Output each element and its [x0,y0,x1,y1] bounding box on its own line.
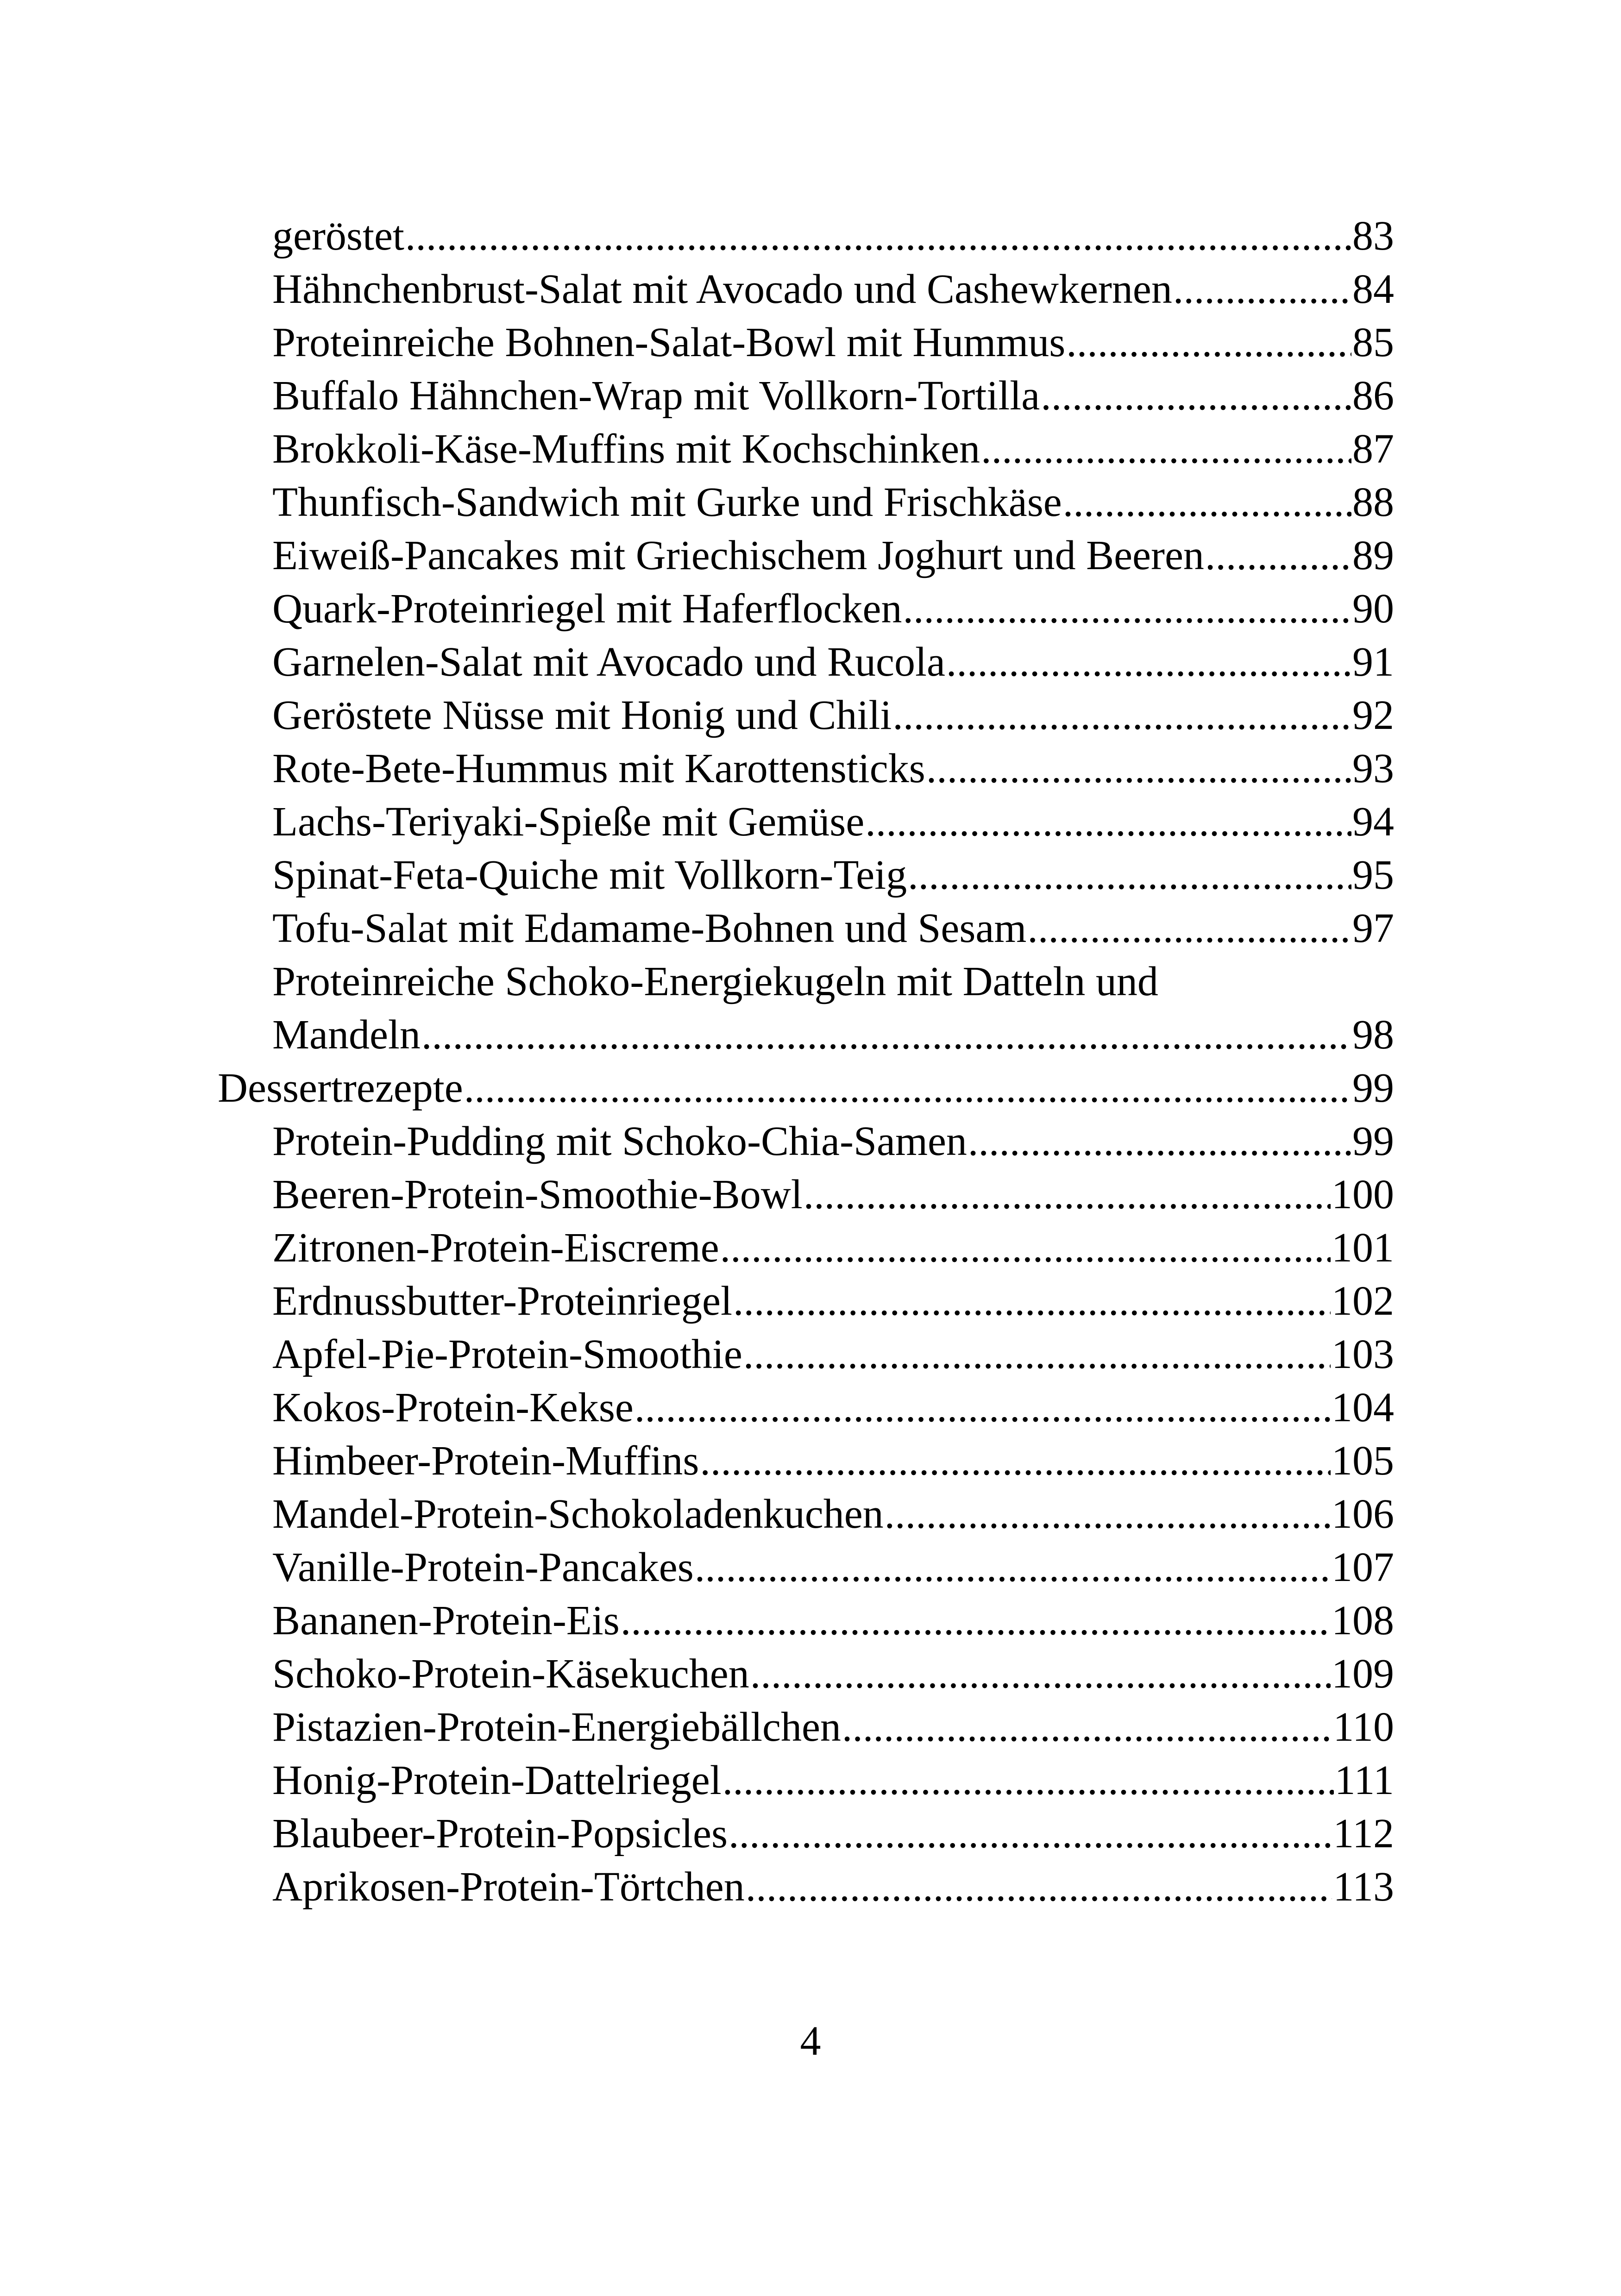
toc-entry-title: geröstet [272,213,404,259]
dot-leader [804,1168,1331,1221]
toc-entry [218,369,1394,422]
toc-entry-page: 97 [1352,905,1394,951]
dot-leader [1027,902,1351,955]
dot-leader [750,1647,1331,1700]
toc-entry-page: 99 [1352,1065,1394,1111]
toc-entry [218,1328,1394,1381]
toc-entry-title: Hähnchenbrust-Salat mit Avocado und Cashewkernen [272,266,1172,312]
toc-entry-title: Beeren-Protein-Smoothie-Bowl [272,1172,803,1217]
table-of-contents [218,209,1394,1913]
toc-entry-page: 107 [1332,1544,1394,1590]
toc-entry-title: Proteinreiche Bohnen-Salat-Bowl mit Hummus [272,320,1066,365]
toc-entry-page: 103 [1332,1331,1394,1377]
toc-entry-page: 93 [1352,746,1394,791]
dot-leader [733,1274,1331,1328]
toc-entry [218,1807,1394,1860]
toc-entry-page: 83 [1352,213,1394,259]
toc-entry [218,848,1394,902]
dot-leader [1041,369,1351,422]
toc-entry-title: Lachs-Teriyaki-Spieße mit Gemüse [272,799,865,845]
toc-entry-title: Bananen-Protein-Eis [272,1598,620,1644]
toc-entry-page: 85 [1352,320,1394,365]
toc-entry-title: Mandeln [272,1012,421,1058]
toc-entry-title: Zitronen-Protein-Eiscreme [272,1225,719,1271]
dot-leader [1063,476,1351,529]
toc-entry [218,1700,1394,1754]
toc-entry-page: 104 [1332,1385,1394,1430]
toc-entry-title: Honig-Protein-Dattelriegel [272,1757,722,1803]
toc-entry-page: 94 [1352,799,1394,845]
dot-leader [926,742,1351,795]
toc-entry [218,1434,1394,1487]
toc-entry-title: Pistazien-Protein-Energiebällchen [272,1704,841,1750]
toc-entry-page: 98 [1352,1012,1394,1058]
toc-entry-title: Tofu-Salat mit Edamame-Bohnen und Sesam [272,905,1027,951]
toc-entry-page: 105 [1332,1438,1394,1484]
toc-entry-page: 100 [1332,1172,1394,1217]
dot-leader [946,635,1351,689]
toc-entry-title: Schoko-Protein-Käsekuchen [272,1651,749,1697]
toc-entry-title: Kokos-Protein-Kekse [272,1385,634,1430]
dot-leader [405,209,1351,263]
dot-leader [903,582,1351,635]
toc-section-heading [218,1061,1394,1115]
toc-entry-title: Rote-Bete-Hummus mit Karottensticks [272,746,925,791]
toc-entry [218,529,1394,582]
toc-entry [218,1647,1394,1700]
dot-leader [720,1221,1331,1274]
toc-entry-page: 99 [1352,1118,1394,1164]
toc-entry-page: 101 [1332,1225,1394,1271]
toc-entry [218,689,1394,742]
toc-entry-page: 87 [1352,426,1394,472]
toc-entry [218,1754,1394,1807]
toc-entry-page: 95 [1352,852,1394,898]
toc-entry [218,209,1394,263]
toc-entry [218,1115,1394,1168]
dot-leader [1173,263,1351,316]
toc-entry-title-line: Proteinreiche Schoko-Energiekugeln mit Datteln und [272,959,1158,1004]
toc-entry [218,263,1394,316]
toc-entry-page: 86 [1352,373,1394,419]
toc-entry [218,742,1394,795]
toc-entry-page: 88 [1352,479,1394,525]
dot-leader [743,1328,1331,1381]
toc-entry-title: Geröstete Nüsse mit Honig und Chili [272,692,892,738]
toc-entry [218,1381,1394,1434]
dot-leader [695,1541,1331,1594]
toc-entry [218,902,1394,955]
toc-entry-title: Protein-Pudding mit Schoko-Chia-Samen [272,1118,967,1164]
toc-entry [218,1541,1394,1594]
toc-entry-title: Eiweiß-Pancakes mit Griechischem Joghurt und Beeren [272,533,1204,578]
toc-entry-title: Mandel-Protein-Schokoladenkuchen [272,1491,884,1537]
toc-entry-title: Thunfisch-Sandwich mit Gurke und Frischkäse [272,479,1062,525]
toc-entry-title: Buffalo Hähnchen-Wrap mit Vollkorn-Tortilla [272,373,1040,419]
toc-entry [218,316,1394,369]
toc-entry-page: 113 [1333,1864,1394,1910]
toc-entry [218,1168,1394,1221]
toc-entry-page: 92 [1352,692,1394,738]
toc-entry [218,1487,1394,1541]
toc-entry-title: Brokkoli-Käse-Muffins mit Kochschinken [272,426,980,472]
toc-entry [218,1860,1394,1913]
page-number: 4 [800,2018,821,2064]
dot-leader [842,1700,1332,1754]
toc-entry-title: Dessertrezepte [218,1065,463,1111]
toc-entry-page: 91 [1352,639,1394,685]
toc-entry-page: 110 [1333,1704,1394,1750]
dot-leader [908,848,1351,902]
toc-entry-page: 90 [1352,586,1394,632]
dot-leader [968,1115,1351,1168]
dot-leader [1205,529,1351,582]
dot-leader [865,795,1351,848]
toc-entry [218,582,1394,635]
toc-entry [218,476,1394,529]
dot-leader [1066,316,1351,369]
toc-entry-page: 89 [1352,533,1394,578]
dot-leader [729,1807,1332,1860]
dot-leader [464,1061,1351,1115]
toc-entry [218,422,1394,476]
toc-entry-title: Himbeer-Protein-Muffins [272,1438,699,1484]
dot-leader [700,1434,1331,1487]
dot-leader [885,1487,1331,1541]
toc-entry [218,1274,1394,1328]
toc-entry [218,795,1394,848]
toc-entry-title: Spinat-Feta-Quiche mit Vollkorn-Teig [272,852,907,898]
dot-leader [892,689,1351,742]
dot-leader [635,1381,1331,1434]
toc-entry [218,1221,1394,1274]
toc-entry-page: 102 [1332,1278,1394,1324]
toc-entry [218,1594,1394,1647]
dot-leader [421,1008,1351,1061]
toc-entry [218,1008,1394,1061]
dot-leader [723,1754,1334,1807]
toc-entry-title: Erdnussbutter-Proteinriegel [272,1278,732,1324]
toc-entry-page: 109 [1332,1651,1394,1697]
toc-entry-page: 112 [1333,1811,1394,1857]
toc-entry-title: Quark-Proteinriegel mit Haferflocken [272,586,902,632]
toc-entry-page: 84 [1352,266,1394,312]
dot-leader [621,1594,1331,1647]
toc-entry-title: Blaubeer-Protein-Popsicles [272,1811,728,1857]
toc-entry-page: 111 [1334,1757,1394,1803]
toc-entry [218,635,1394,689]
toc-entry-page: 108 [1332,1598,1394,1644]
dot-leader [746,1860,1332,1913]
toc-entry-title: Vanille-Protein-Pancakes [272,1544,694,1590]
toc-entry-title: Garnelen-Salat mit Avocado und Rucola [272,639,945,685]
toc-entry-title: Aprikosen-Protein-Törtchen [272,1864,745,1910]
toc-entry-page: 106 [1332,1491,1394,1537]
toc-entry-title: Apfel-Pie-Protein-Smoothie [272,1331,742,1377]
dot-leader [981,422,1351,476]
